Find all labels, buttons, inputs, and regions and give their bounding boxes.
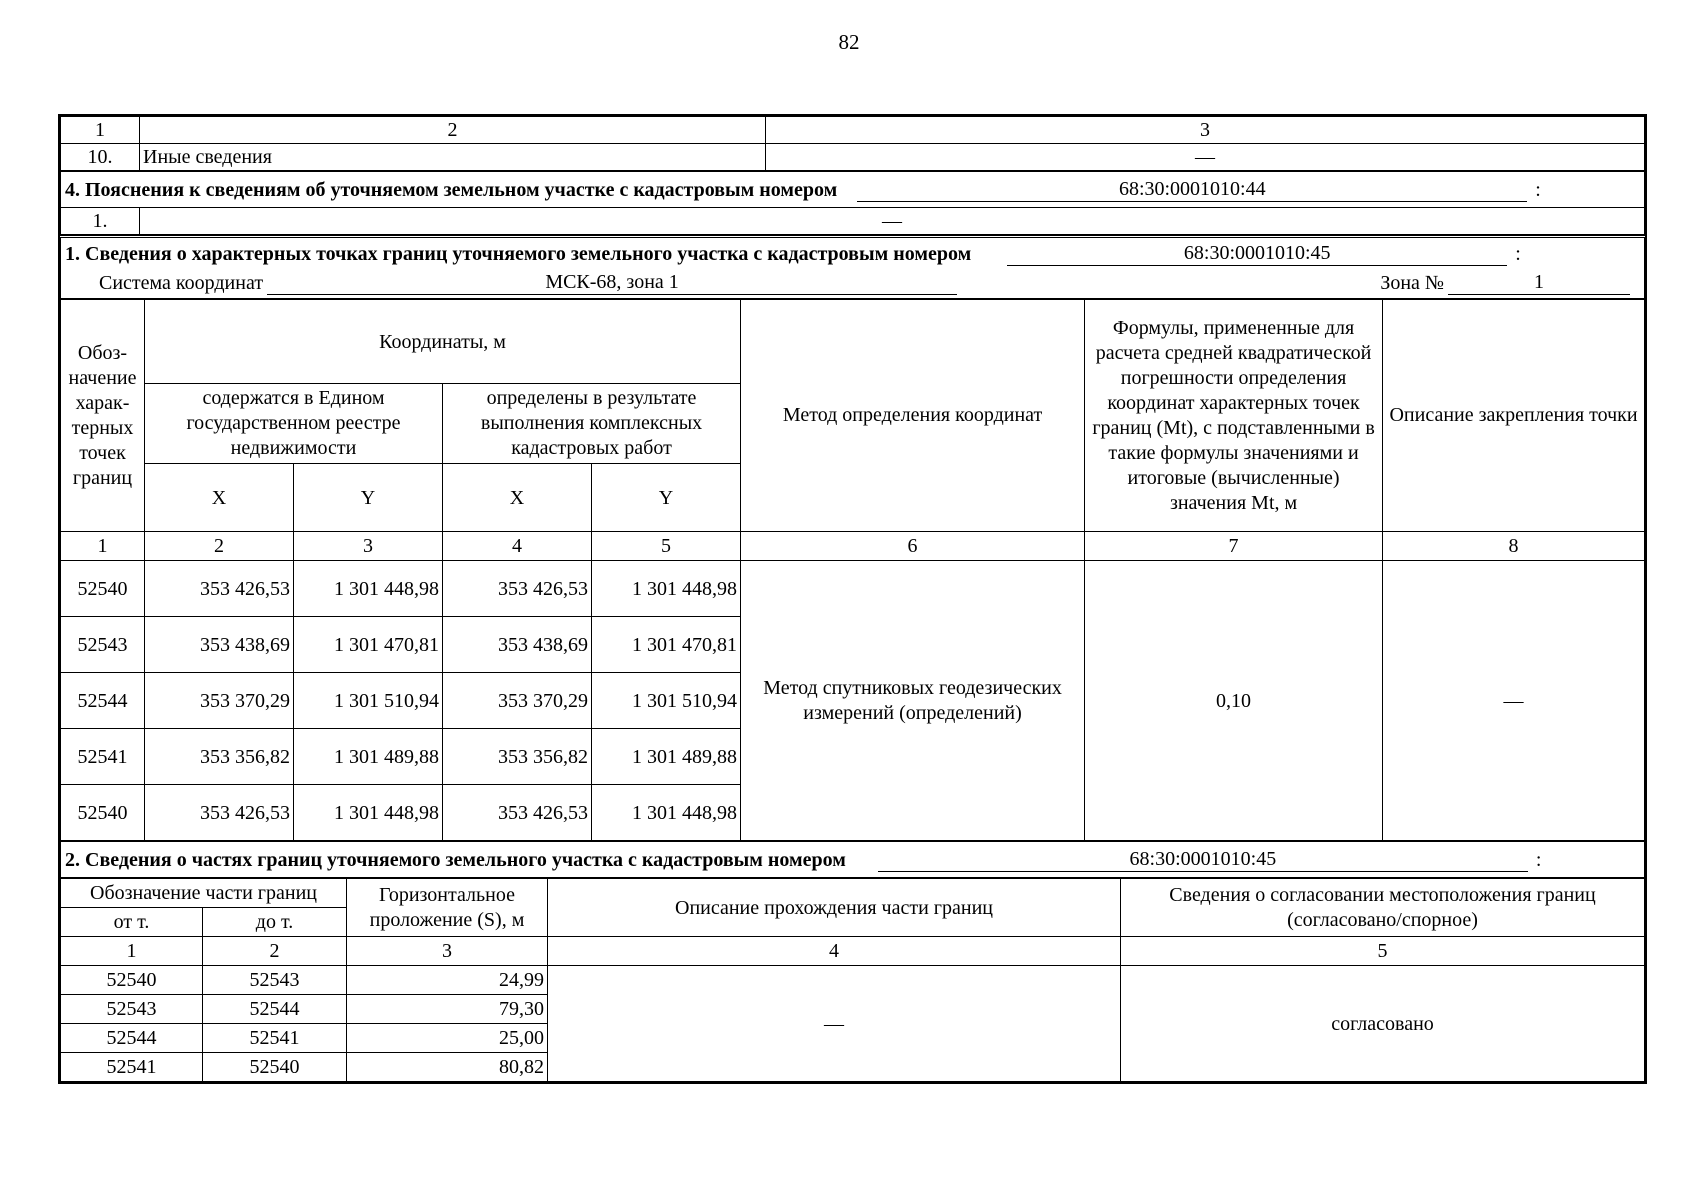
zone-label: Зона № xyxy=(1380,272,1444,294)
header-x1: X xyxy=(145,464,294,532)
section4-cadastral: 68:30:0001010:44 xyxy=(857,177,1527,202)
section1-header-table xyxy=(60,235,1645,299)
section1-cadastral: 68:30:0001010:45 xyxy=(1007,241,1507,266)
colnum: 8 xyxy=(1383,532,1645,561)
part-length: 80,82 xyxy=(347,1053,548,1082)
section2-header xyxy=(61,842,1645,878)
section1-title: 1. Сведения о характерных точках границ уточняемого земельного участка с кадастровым номером xyxy=(65,243,972,265)
agreement-value: согласовано xyxy=(1121,966,1645,1082)
coord-y-egrn: 1 301 470,81 xyxy=(294,617,443,673)
part-length: 79,30 xyxy=(347,995,548,1024)
coord-y-kkr: 1 301 489,88 xyxy=(592,729,741,785)
coord-x-kkr: 353 438,69 xyxy=(443,617,592,673)
header-egrn: содержатся в Едином государственном реестре недвижимости xyxy=(145,384,443,464)
description-value: — xyxy=(1383,561,1645,841)
coord-y-kkr: 1 301 448,98 xyxy=(592,785,741,841)
section4-colon: : xyxy=(1535,179,1541,201)
colnum: 4 xyxy=(548,937,1121,966)
header-route: Описание прохождения части границ xyxy=(548,879,1121,937)
section2-title: 2. Сведения о частях границ уточняемого земельного участка с кадастровым номером xyxy=(65,849,846,871)
coord-x-kkr: 353 356,82 xyxy=(443,729,592,785)
coord-x-kkr: 353 370,29 xyxy=(443,673,592,729)
part-length: 25,00 xyxy=(347,1024,548,1053)
colnum: 4 xyxy=(443,532,592,561)
part-length: 24,99 xyxy=(347,966,548,995)
colnum: 7 xyxy=(1085,532,1383,561)
point-id: 52540 xyxy=(61,561,145,617)
part-from: 52544 xyxy=(61,1024,203,1053)
coord-x-egrn: 353 438,69 xyxy=(145,617,294,673)
row-value: — xyxy=(766,144,1645,171)
header-to: до т. xyxy=(203,908,347,937)
col-num-3: 3 xyxy=(766,117,1645,144)
section2-cadastral: 68:30:0001010:45 xyxy=(878,847,1528,872)
coord-y-egrn: 1 301 510,94 xyxy=(294,673,443,729)
point-id: 52541 xyxy=(61,729,145,785)
page-number: 82 xyxy=(838,30,860,54)
header-method: Метод определения координат xyxy=(741,300,1085,532)
point-id: 52540 xyxy=(61,785,145,841)
coord-x-egrn: 353 370,29 xyxy=(145,673,294,729)
section4-table xyxy=(60,171,1645,235)
document-form xyxy=(58,114,1647,1084)
section4-title: 4. Пояснения к сведениям об уточняемом земельном участке с кадастровым номером xyxy=(65,179,838,201)
header-x2: X xyxy=(443,464,592,532)
col-num-2: 2 xyxy=(140,117,766,144)
header-agreement: Сведения о согласовании местоположения границ (согласовано/спорное) xyxy=(1121,879,1645,937)
route-value: — xyxy=(548,966,1121,1082)
row-number: 10. xyxy=(61,144,140,171)
coord-y-egrn: 1 301 448,98 xyxy=(294,561,443,617)
part-from: 52543 xyxy=(61,995,203,1024)
section2-colon: : xyxy=(1535,849,1542,871)
section1-colon: : xyxy=(1515,243,1521,265)
colnum: 2 xyxy=(203,937,347,966)
header-y1: Y xyxy=(294,464,443,532)
points-table xyxy=(60,299,1645,841)
coord-system-label: Система координат xyxy=(99,272,264,294)
header-length: Горизонтальное проложение (S), м xyxy=(347,879,548,937)
part-from: 52541 xyxy=(61,1053,203,1082)
colnum: 2 xyxy=(145,532,294,561)
coord-y-kkr: 1 301 448,98 xyxy=(592,561,741,617)
part-to: 52540 xyxy=(203,1053,347,1082)
section1-header xyxy=(61,237,1645,299)
header-coords: Координаты, м xyxy=(145,300,741,384)
method-value: Метод спутниковых геодезических измерений (определений) xyxy=(741,561,1085,841)
colnum: 1 xyxy=(61,937,203,966)
coord-x-egrn: 353 426,53 xyxy=(145,785,294,841)
header-kkr: определены в результате выполнения комплексных кадастровых работ xyxy=(443,384,741,464)
parts-table xyxy=(60,878,1645,1082)
col-num-1: 1 xyxy=(61,117,140,144)
part-to: 52544 xyxy=(203,995,347,1024)
part-to: 52543 xyxy=(203,966,347,995)
colnum: 5 xyxy=(1121,937,1645,966)
header-from: от т. xyxy=(61,908,203,937)
coord-x-egrn: 353 356,82 xyxy=(145,729,294,785)
point-id: 52544 xyxy=(61,673,145,729)
mt-value: 0,10 xyxy=(1085,561,1383,841)
header-part: Обозначение части границ xyxy=(61,879,347,908)
section2-header-table xyxy=(60,841,1645,878)
colnum: 6 xyxy=(741,532,1085,561)
part-to: 52541 xyxy=(203,1024,347,1053)
coord-x-kkr: 353 426,53 xyxy=(443,561,592,617)
coord-system-value: МСК-68, зона 1 xyxy=(267,270,957,295)
colnum: 1 xyxy=(61,532,145,561)
header-formulas: Формулы, примененные для расчета средней квадратической погрешности определения координат характерных точек границ (Mt), с подставленными в такие формулы значениями и итоговые (вычисленные) значения Mt, м xyxy=(1085,300,1383,532)
coord-y-kkr: 1 301 470,81 xyxy=(592,617,741,673)
header-y2: Y xyxy=(592,464,741,532)
colnum: 3 xyxy=(347,937,548,966)
coord-x-kkr: 353 426,53 xyxy=(443,785,592,841)
header-description: Описание закрепления точки xyxy=(1383,300,1645,532)
section4-row-value: — xyxy=(140,208,1645,235)
coord-x-egrn: 353 426,53 xyxy=(145,561,294,617)
row-label: Иные сведения xyxy=(140,144,766,171)
part-from: 52540 xyxy=(61,966,203,995)
section4-row-num: 1. xyxy=(61,208,140,235)
zone-value: 1 xyxy=(1448,270,1630,295)
point-id: 52543 xyxy=(61,617,145,673)
coord-y-kkr: 1 301 510,94 xyxy=(592,673,741,729)
coord-y-egrn: 1 301 448,98 xyxy=(294,785,443,841)
top-table xyxy=(60,116,1645,171)
section4-header xyxy=(61,172,1645,208)
colnum: 5 xyxy=(592,532,741,561)
colnum: 3 xyxy=(294,532,443,561)
coord-y-egrn: 1 301 489,88 xyxy=(294,729,443,785)
header-designation: Обоз-начение харак-терных точек границ xyxy=(61,300,145,532)
